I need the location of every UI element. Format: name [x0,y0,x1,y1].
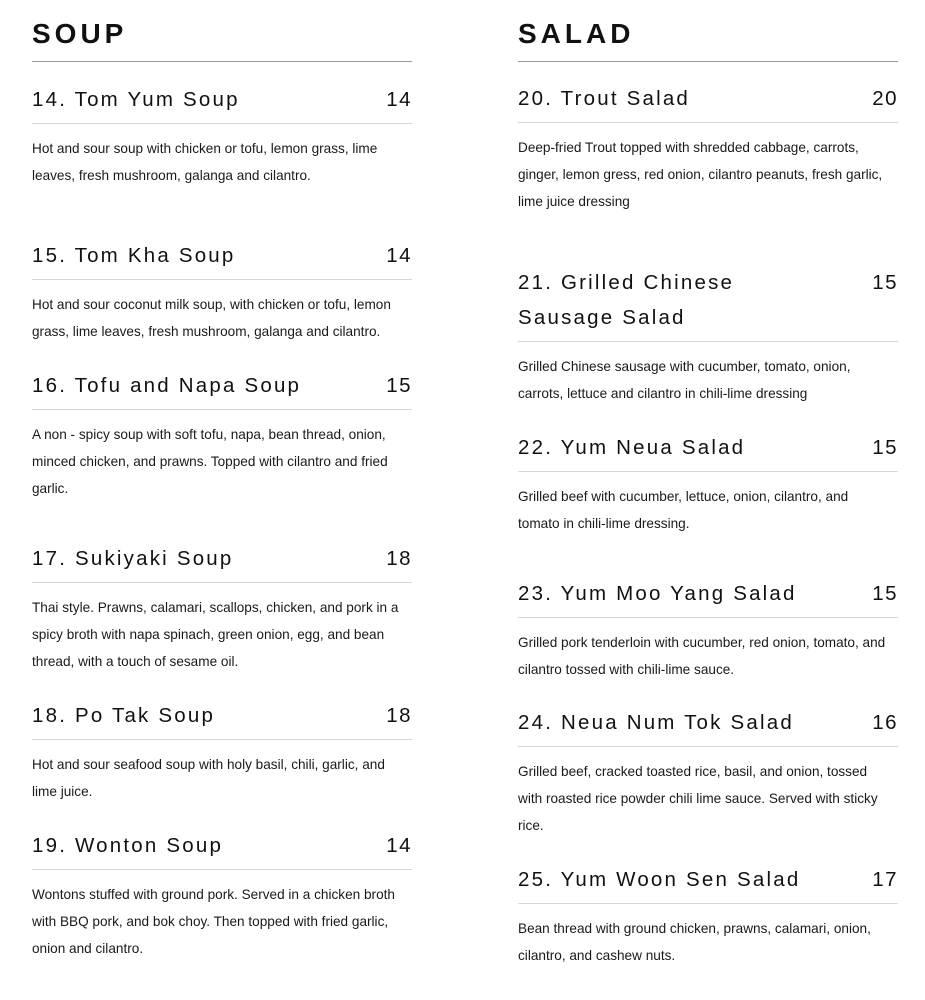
soup-heading-divider [32,61,412,62]
menu-item-yum-woon-sen-salad [518,862,898,969]
item-description: Thai style. Prawns, calamari, scallops, chicken, and pork in a spicy broth with napa spinach, green onion, egg, and bean thread, with a touch of sesame oil. [32,600,399,669]
item-name: 18. Po Tak Soup [32,704,216,727]
item-divider [32,582,412,583]
menu-item-tofu-and-napa-soup [32,368,412,502]
item-name: 23. Yum Moo Yang Salad [518,582,797,605]
item-header [518,81,898,116]
item-header [32,541,412,576]
item-header [518,265,898,335]
item-description: Deep-fried Trout topped with shredded cabbage, carrots, ginger, lemon gress, red onion, cilantro peanuts, fresh garlic, lime juice dressing [518,140,883,209]
item-price: 20 [872,87,898,110]
item-description: Hot and sour seafood soup with holy basil, chili, garlic, and lime juice. [32,757,385,799]
item-header [32,368,412,403]
item-header [32,82,412,117]
menu-item-yum-moo-yang-salad [518,576,898,683]
item-divider [518,341,898,342]
item-name: 19. Wonton Soup [32,834,224,857]
item-description: Hot and sour soup with chicken or tofu, lemon grass, lime leaves, fresh mushroom, galanga and cilantro. [32,141,378,183]
item-description: A non - spicy soup with soft tofu, napa, bean thread, onion, minced chicken, and prawns. Topped with cilantro and fried garlic. [32,427,388,496]
item-price: 15 [872,582,898,605]
item-price: 17 [872,868,898,891]
menu-item-tom-yum-soup [32,82,412,189]
item-description: Grilled beef, cracked toasted rice, basil, and onion, tossed with roasted rice powder chili lime sauce. Served with sticky rice. [518,764,878,833]
item-divider [518,471,898,472]
item-header [518,430,898,465]
item-divider [32,739,412,740]
item-description: Grilled pork tenderloin with cucumber, red onion, tomato, and cilantro tossed with chili-lime sauce. [518,635,886,677]
item-divider [32,869,412,870]
item-divider [32,409,412,410]
item-divider [32,279,412,280]
item-price: 16 [872,711,898,734]
menu-item-tom-kha-soup [32,238,412,345]
item-header [32,238,412,273]
item-description: Hot and sour coconut milk soup, with chicken or tofu, lemon grass, lime leaves, fresh mushroom, galanga and cilantro. [32,297,391,339]
menu-item-grilled-chinese-sausage-salad [518,265,898,407]
menu-item-po-tak-soup [32,698,412,805]
item-divider [518,746,898,747]
item-price: 14 [386,244,412,267]
item-price: 14 [386,88,412,111]
item-description: Grilled Chinese sausage with cucumber, tomato, onion, carrots, lettuce and cilantro in chili-lime dressing [518,359,851,401]
item-name: 25. Yum Woon Sen Salad [518,868,801,891]
item-divider [518,122,898,123]
item-price: 15 [386,374,412,397]
item-name: 20. Trout Salad [518,87,691,110]
item-divider [518,903,898,904]
item-price: 18 [386,704,412,727]
salad-heading: SALAD [518,18,635,49]
item-name: 15. Tom Kha Soup [32,244,236,267]
soup-heading: SOUP [32,18,128,49]
item-name: 17. Sukiyaki Soup [32,547,234,570]
item-name: 14. Tom Yum Soup [32,88,240,111]
item-description: Grilled beef with cucumber, lettuce, onion, cilantro, and tomato in chili-lime dressing. [518,489,849,531]
item-header [518,705,898,740]
menu-item-sukiyaki-soup [32,541,412,675]
item-header [518,576,898,611]
item-description: Bean thread with ground chicken, prawns, calamari, onion, cilantro, and cashew nuts. [518,921,871,963]
item-name: 21. Grilled Chinese Sausage Salad [518,271,743,329]
item-price: 15 [872,271,898,294]
item-divider [518,617,898,618]
menu-item-yum-neua-salad [518,430,898,537]
item-price: 15 [872,436,898,459]
item-name: 24. Neua Num Tok Salad [518,711,794,734]
item-description: Wontons stuffed with ground pork. Served in a chicken broth with BBQ pork, and bok choy. Then topped with fried garlic, onion and cilantro. [32,887,395,956]
item-price: 14 [386,834,412,857]
item-price: 18 [386,547,412,570]
menu-item-neua-num-tok-salad [518,705,898,839]
item-header [32,698,412,733]
menu-item-wonton-soup [32,828,412,962]
item-divider [32,123,412,124]
salad-heading-divider [518,61,898,62]
item-header [518,862,898,897]
menu-item-trout-salad [518,81,898,215]
item-header [32,828,412,863]
item-name: 22. Yum Neua Salad [518,436,746,459]
item-name: 16. Tofu and Napa Soup [32,374,302,397]
